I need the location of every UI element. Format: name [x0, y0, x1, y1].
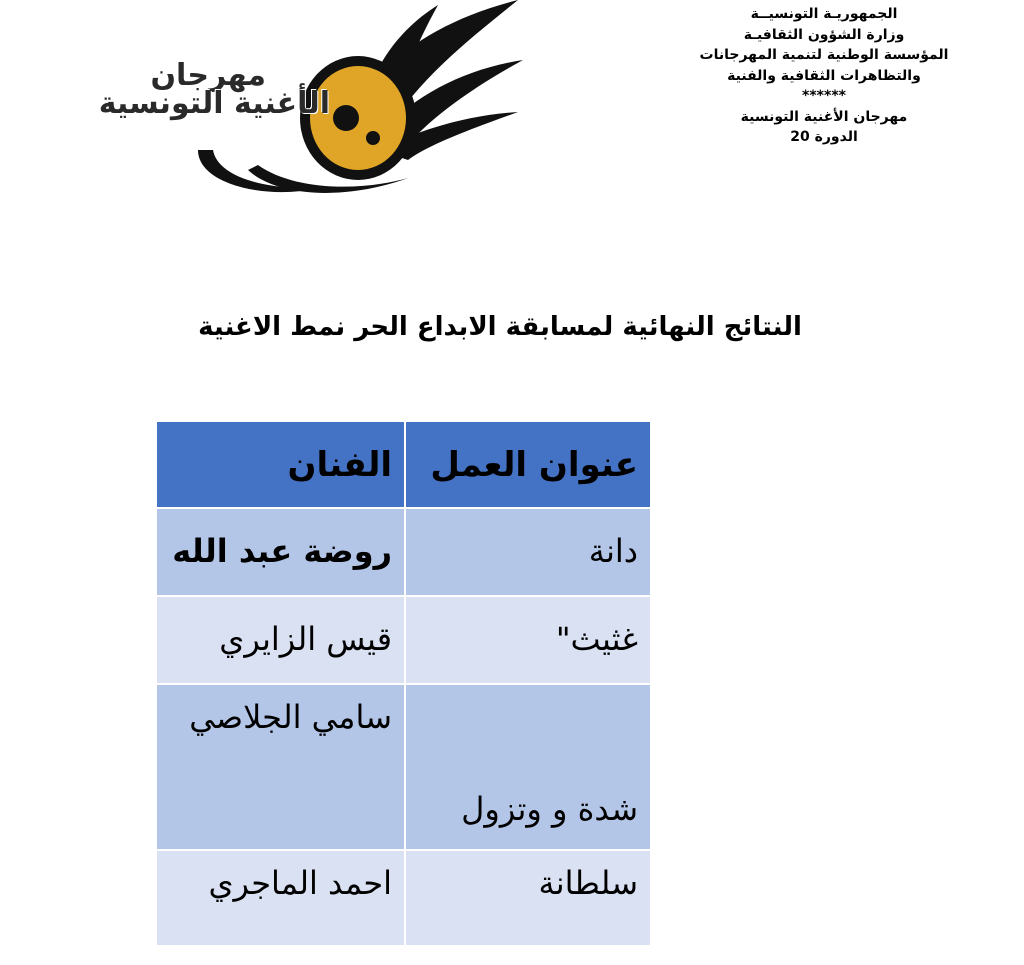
header-line-republic: الجمهوريـة التونسيــة	[750, 6, 898, 22]
table-row	[156, 850, 651, 946]
ministry-header	[664, 4, 984, 148]
table-row	[156, 508, 651, 596]
column-header-artist: الفنان	[156, 421, 405, 508]
cell-artist: سامي الجلاصي	[156, 684, 405, 850]
cell-artist: روضة عبد الله	[156, 508, 405, 596]
header-line-festival: مهرجان الأغنية التونسية	[740, 108, 908, 125]
cell-artist: قيس الزايري	[156, 596, 405, 684]
table-row	[156, 684, 651, 850]
cell-title: غثيث"	[405, 596, 651, 684]
table-row	[156, 596, 651, 684]
column-header-title: عنوان العمل	[405, 421, 651, 508]
logo-text-line2: الأغنية التونسية	[98, 86, 330, 121]
table-header-row	[156, 421, 651, 508]
logo-text-line1: مهرجان	[150, 58, 266, 93]
page-title: النتائج النهائية لمسابقة الابداع الحر نمط الاغنية	[198, 312, 802, 342]
cell-artist: احمد الماجري	[156, 850, 405, 946]
cell-title: شدة و وتزول	[405, 684, 651, 850]
results-table	[155, 420, 652, 947]
header-line-institution: المؤسسة الوطنية لتنمية المهرجانات	[699, 47, 949, 63]
cell-title: دانة	[405, 508, 651, 596]
cell-title: سلطانة	[405, 850, 651, 946]
header-line-events: والتظاهرات الثقافية والفنية	[727, 67, 921, 84]
festival-logo	[18, 0, 538, 200]
header-line-session: الدورة 20	[790, 129, 858, 145]
header-line-separator: ******	[802, 88, 846, 104]
header-line-ministry: وزارة الشؤون الثقافيـة	[743, 26, 905, 43]
